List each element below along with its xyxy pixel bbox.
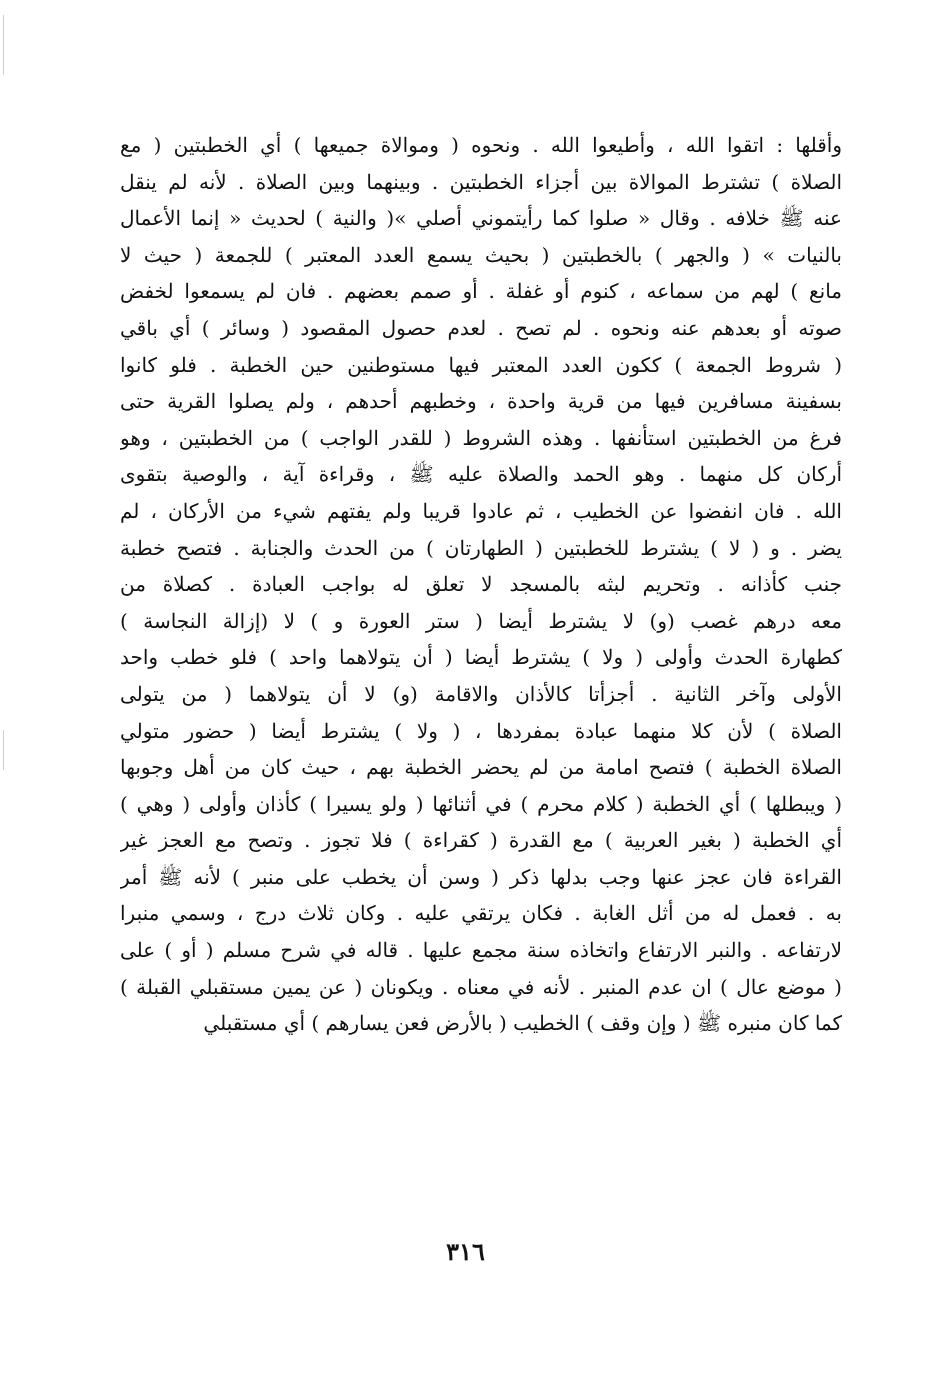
text-line: جنب كأذانه . وتحريم لبثه بالمسجد لا تعلق له بواجب العبادة . كصلاة من — [120, 572, 842, 597]
text-line: بالنيات » ( والجهر ) بالخطبتين ( بحيث يسمع العدد المعتبر ) للجمعة ( حيث لا — [120, 242, 842, 267]
text-line: أركان كل منهما . وهو الحمد والصلاة عليه ﷺ ، وقراءة آية ، والوصية بتقوى — [120, 462, 842, 487]
text-line: معه درهم غصب (و) لا يشترط أيضا ( ستر العورة و ) لا (إزالة النجاسة ) — [120, 608, 842, 633]
text-line: ( موضع عال ) ان عدم المنبر . لأنه في معناه . ويكونان ( عن يمين مستقبلي القبلة ) — [120, 974, 842, 999]
body-text — [120, 127, 842, 1042]
page-number: ٣١٦ — [446, 1237, 485, 1266]
text-line: كما كان منبره ﷺ ( وإن وقف ) الخطيب ( بالأرض فعن يسارهم ) أي مستقبلي — [203, 1011, 842, 1036]
scan-edge-mark — [3, 15, 4, 75]
scan-edge-mark — [3, 730, 4, 770]
text-line: مانع ) لهم من سماعه ، كنوم أو غفلة . أو صمم بعضهم . فان لم يسمعوا لخفض — [120, 279, 842, 304]
text-line: يضر . و ( لا ) يشترط للخطبتين ( الطهارتان ) من الحدث والجنابة . فتصح خطبة — [120, 535, 842, 560]
text-line: الصلاة ) تشترط الموالاة بين أجزاء الخطبتين . وبينهما وبين الصلاة . لأنه لم ينقل — [120, 169, 842, 194]
text-line: به . فعمل له من أثل الغابة . فكان يرتقي عليه . وكان ثلاث درج ، وسمي منبرا — [120, 901, 842, 926]
text-line: ( ويبطلها ) أي الخطبة ( كلام محرم ) في أثنائها ( ولو يسيرا ) كأذان وأولى ( وهي ) — [120, 791, 842, 816]
text-line: الصلاة ) لأن كلا منهما عبادة بمفردها ، ( ولا ) يشترط أيضا ( حضور متولي — [120, 718, 842, 743]
text-line: الله . فان انفضوا عن الخطيب ، ثم عادوا قريبا ولم يفتهم شيء من الأركان ، لم — [120, 498, 842, 523]
text-line: فرغ من الخطبتين استأنفها . وهذه الشروط ( للقدر الواجب ) من الخطبتين ، وهو — [120, 425, 842, 450]
text-line: الصلاة الخطبة ) فتصح امامة من لم يحضر الخطبة بهم ، حيث كان من أهل وجوبها — [120, 755, 842, 780]
text-line: أي الخطبة ( بغير العربية ) مع القدرة ( كقراءة ) فلا تجوز . وتصح مع العجز غير — [120, 828, 842, 853]
text-line: بسفينة مسافرين فيها من قرية واحدة ، وخطبهم أحدهم ، ولم يصلوا القرية حتى — [120, 389, 842, 414]
text-line: وأقلها : اتقوا الله ، وأطيعوا الله . ونحوه ( وموالاة جميعها ) أي الخطبتين ( مع — [120, 133, 842, 157]
text-line: ( شروط الجمعة ) ككون العدد المعتبر فيها مستوطنين حين الخطبة . فلو كانوا — [120, 352, 842, 377]
text-line: القراءة فان عجز عنها وجب بدلها ذكر ( وسن أن يخطب على منبر ) لأنه ﷺ أمر — [120, 864, 842, 889]
text-line: صوته أو بعدهم عنه ونحوه . لم تصح . لعدم حصول المقصود ( وسائر ) أي باقي — [120, 315, 842, 340]
text-line: كطهارة الحدث وأولى ( ولا ) يشترط أيضا ( أن يتولاهما واحد ) فلو خطب واحد — [120, 645, 842, 670]
text-line: لارتفاعه . والنبر الارتفاع واتخاذه سنة مجمع عليها . قاله في شرح مسلم ( أو ) على — [120, 938, 842, 963]
text-line: الأولى وآخر الثانية . أجزأتا كالأذان والاقامة (و) لا أن يتولاهما ( من يتولى — [120, 681, 842, 706]
text-line: عنه ﷺ خلافه . وقال « صلوا كما رأيتموني أصلي »( والنية ) لحديث « إنما الأعمال — [120, 206, 842, 231]
